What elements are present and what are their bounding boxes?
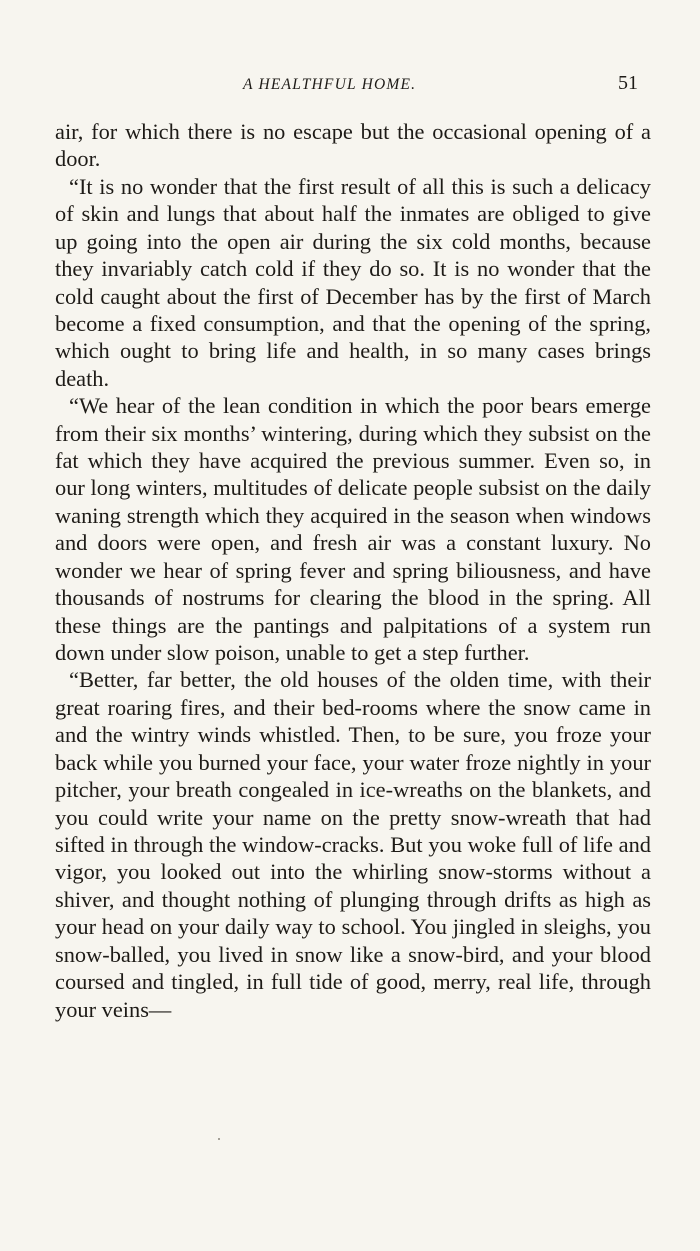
paragraph: “Better, far better, the old houses of the olden time, with their great roaring fires, and their bed-rooms where the snow came in and the wintry winds whistled. Then, to be sure, you froze your back while you burned your face, your water froze nightly in your pitcher, your breath congealed in ice-wreaths on the blankets, and you could write your name on the pretty snow-wreath that had sifted in through the window-cracks. But you woke full of life and vigor, you looked out into the whirling snow-storms without a shiver, and thought nothing of plunging through drifts as high as your head on your daily way to school. You jingled in sleighs, you snow-balled, you lived in snow like a snow-bird, and your blood coursed and tingled, in full tide of good, merry, real life, through your veins— xyxy=(55,667,651,1022)
running-title: A HEALTHFUL HOME. xyxy=(243,76,417,93)
page-header xyxy=(0,72,700,102)
paragraph-continued: air, for which there is no escape but the occasional opening of a door. xyxy=(55,119,651,172)
page-number: 51 xyxy=(618,72,638,94)
paper-speck xyxy=(218,1138,220,1140)
paragraph: “We hear of the lean condition in which the poor bears emerge from their six months’ wintering, during which they subsist on the fat which they have acquired the previous summer. Even so, in our long winters, multitudes of delicate people subsist on the daily waning strength which they acquired in the season when windows and doors were open, and fresh air was a constant luxury. No wonder we hear of spring fever and spring biliousness, and have thousands of nostrums for clearing the blood in the spring. All these things are the pantings and palpitations of a system run down under slow poison, unable to get a step further. xyxy=(55,393,651,666)
paragraph: “It is no wonder that the first result of all this is such a delicacy of skin and lungs that about half the inmates are obliged to give up going into the open air during the six cold months, because they invariably catch cold if they do so. It is no wonder that the cold caught about the first of December has by the first of March become a fixed consumption, and that the opening of the spring, which ought to bring life and health, in so many cases brings death. xyxy=(55,173,651,391)
body-text xyxy=(55,118,651,1023)
